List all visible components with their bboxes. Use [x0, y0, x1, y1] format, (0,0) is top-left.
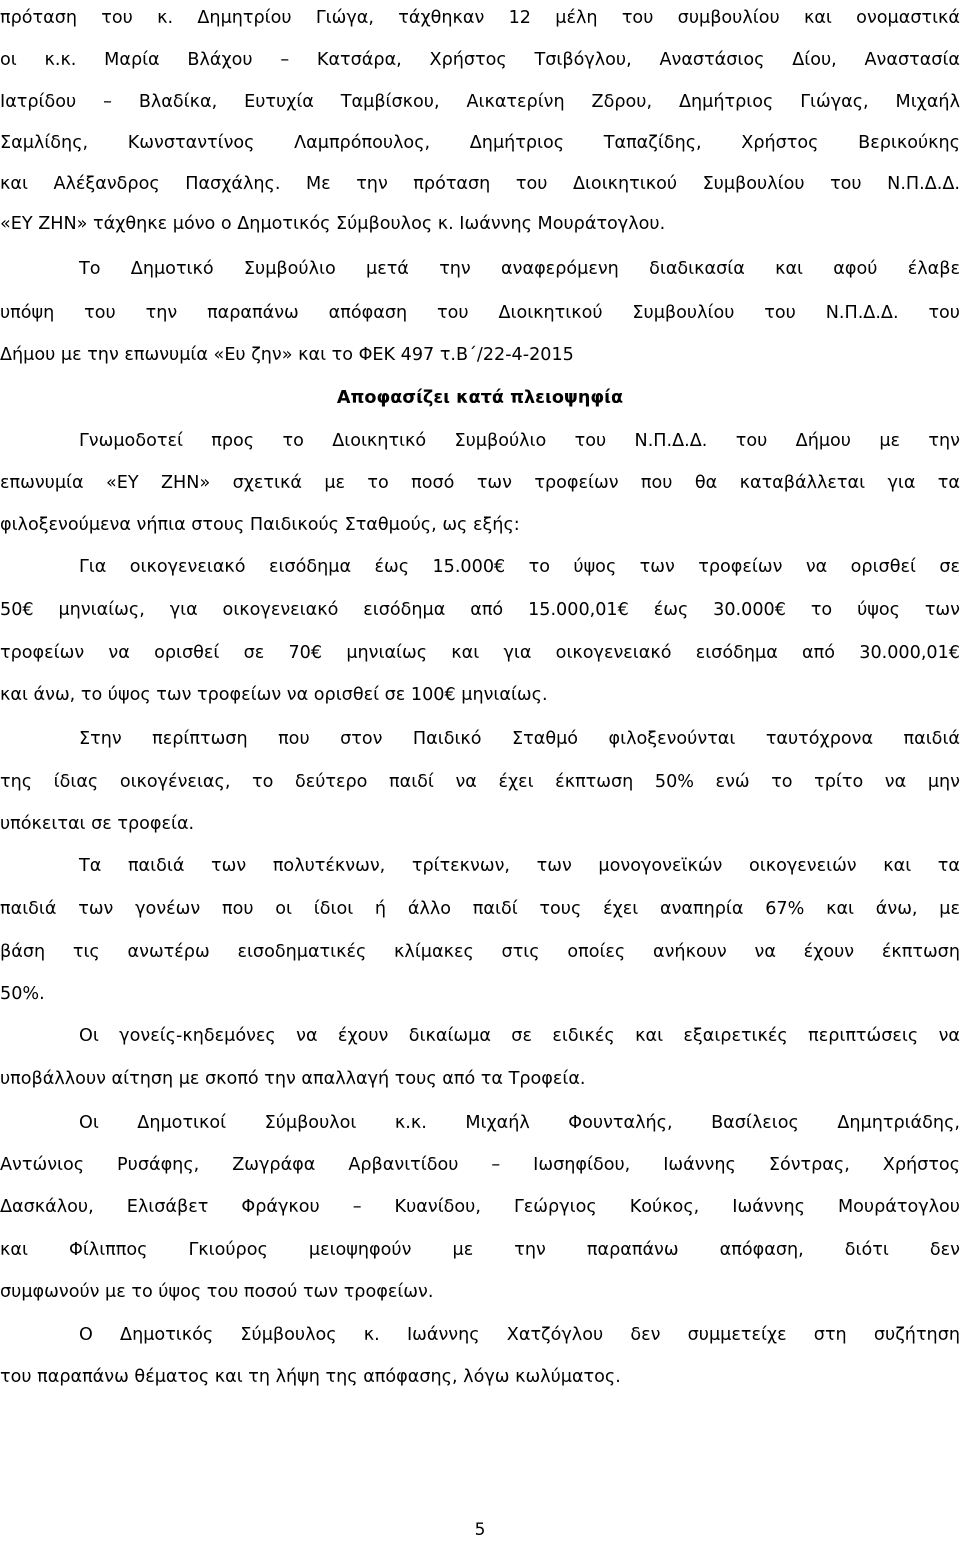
- text-line: Τα παιδιά των πολυτέκνων, τρίτεκνων, των μονογονεϊκών οικογενειών και τα: [79, 856, 960, 876]
- text-line: Για οικογενειακό εισόδημα έως 15.000€ το ύψος των τροφείων να ορισθεί σε: [79, 557, 960, 577]
- text-line: Γνωμοδοτεί προς το Διοικητικό Συμβούλιο του Ν.Π.Δ.Δ. του Δήμου με την: [79, 431, 960, 451]
- decision-heading: Αποφασίζει κατά πλειοψηφία: [336, 388, 624, 408]
- text-line: Οι γονείς-κηδεμόνες να έχουν δικαίωμα σε ειδικές και εξαιρετικές περιπτώσεις να: [79, 1026, 960, 1046]
- text-line: του παραπάνω θέματος και τη λήψη της απόφασης, λόγω κωλύματος.: [0, 1367, 621, 1387]
- text-line: Δήμου με την επωνυμία «Ευ ζην» και το ΦΕΚ 497 τ.Β΄/22-4-2015: [0, 345, 574, 365]
- text-line: υποβάλλουν αίτηση με σκοπό την απαλλαγή τους από τα Τροφεία.: [0, 1069, 586, 1089]
- text-line: παιδιά των γονέων που οι ίδιοι ή άλλο παιδί τους έχει αναπηρία 67% και άνω, με: [0, 899, 960, 919]
- text-line: της ίδιας οικογένειας, το δεύτερο παιδί να έχει έκπτωση 50% ενώ το τρίτο να μην: [0, 772, 960, 792]
- text-line: τροφείων να ορισθεί σε 70€ μηνιαίως και για οικογενειακό εισόδημα από 30.000,01€: [0, 643, 960, 663]
- text-line: 50%.: [0, 984, 45, 1004]
- page-number: 5: [474, 1520, 486, 1540]
- text-line: επωνυμία «ΕΥ ΖΗΝ» σχετικά με το ποσό των τροφείων που θα καταβάλλεται για τα: [0, 473, 960, 493]
- text-line: και Αλέξανδρος Πασχάλης. Με την πρόταση του Διοικητικού Συμβουλίου του Ν.Π.Δ.Δ.: [0, 174, 960, 194]
- text-line: Ο Δημοτικός Σύμβουλος κ. Ιωάννης Χατζόγλου δεν συμμετείχε στη συζήτηση: [79, 1325, 960, 1345]
- text-line: φιλοξενούμενα νήπια στους Παιδικούς Σταθμούς, ως εξής:: [0, 515, 520, 535]
- text-line: Δασκάλου, Ελισάβετ Φράγκου – Κυανίδου, Γεώργιος Κούκος, Ιωάννης Μουράτογλου: [0, 1197, 960, 1217]
- text-line: υπόψη του την παραπάνω απόφαση του Διοικητικού Συμβουλίου του Ν.Π.Δ.Δ. του: [0, 303, 960, 323]
- text-line: «ΕΥ ΖΗΝ» τάχθηκε μόνο ο Δημοτικός Σύμβουλος κ. Ιωάννης Μουράτογλου.: [0, 214, 666, 234]
- text-line: πρόταση του κ. Δημητρίου Γιώγα, τάχθηκαν 12 μέλη του συμβουλίου και ονομαστικά: [0, 8, 960, 28]
- text-line: και άνω, το ύψος των τροφείων να ορισθεί σε 100€ μηνιαίως.: [0, 685, 548, 705]
- text-line: Στην περίπτωση που στον Παιδικό Σταθμό φιλοξενούνται ταυτόχρονα παιδιά: [79, 729, 960, 749]
- text-line: Το Δημοτικό Συμβούλιο μετά την αναφερόμενη διαδικασία και αφού έλαβε: [79, 259, 960, 279]
- text-line: και Φίλιππος Γκιούρος μειοψηφούν με την παραπάνω απόφαση, διότι δεν: [0, 1240, 960, 1260]
- text-line: οι κ.κ. Μαρία Βλάχου – Κατσάρα, Χρήστος Τσιβόγλου, Αναστάσιος Δίου, Αναστασία: [0, 50, 960, 70]
- text-line: υπόκειται σε τροφεία.: [0, 814, 195, 834]
- text-line: Ιατρίδου – Βλαδίκα, Ευτυχία Ταμβίσκου, Αικατερίνη Ζδρου, Δημήτριος Γιώγας, Μιχαήλ: [0, 92, 960, 112]
- text-line: Οι Δημοτικοί Σύμβουλοι κ.κ. Μιχαήλ Φουνταλής, Βασίλειος Δημητριάδης,: [79, 1113, 960, 1133]
- text-line: Σαμλίδης, Κωνσταντίνος Λαμπρόπουλος, Δημήτριος Ταπαζίδης, Χρήστος Βερικούκης: [0, 133, 960, 153]
- text-line: Αντώνιος Ρυσάφης, Ζωγράφα Αρβανιτίδου – Ιωσηφίδου, Ιωάννης Σόντρας, Χρήστος: [0, 1155, 960, 1175]
- text-line: συμφωνούν με το ύψος του ποσού των τροφείων.: [0, 1282, 434, 1302]
- text-line: βάση τις ανωτέρω εισοδηματικές κλίμακες στις οποίες ανήκουν να έχουν έκπτωση: [0, 942, 960, 962]
- text-line: 50€ μηνιαίως, για οικογενειακό εισόδημα από 15.000,01€ έως 30.000€ το ύψος των: [0, 600, 960, 620]
